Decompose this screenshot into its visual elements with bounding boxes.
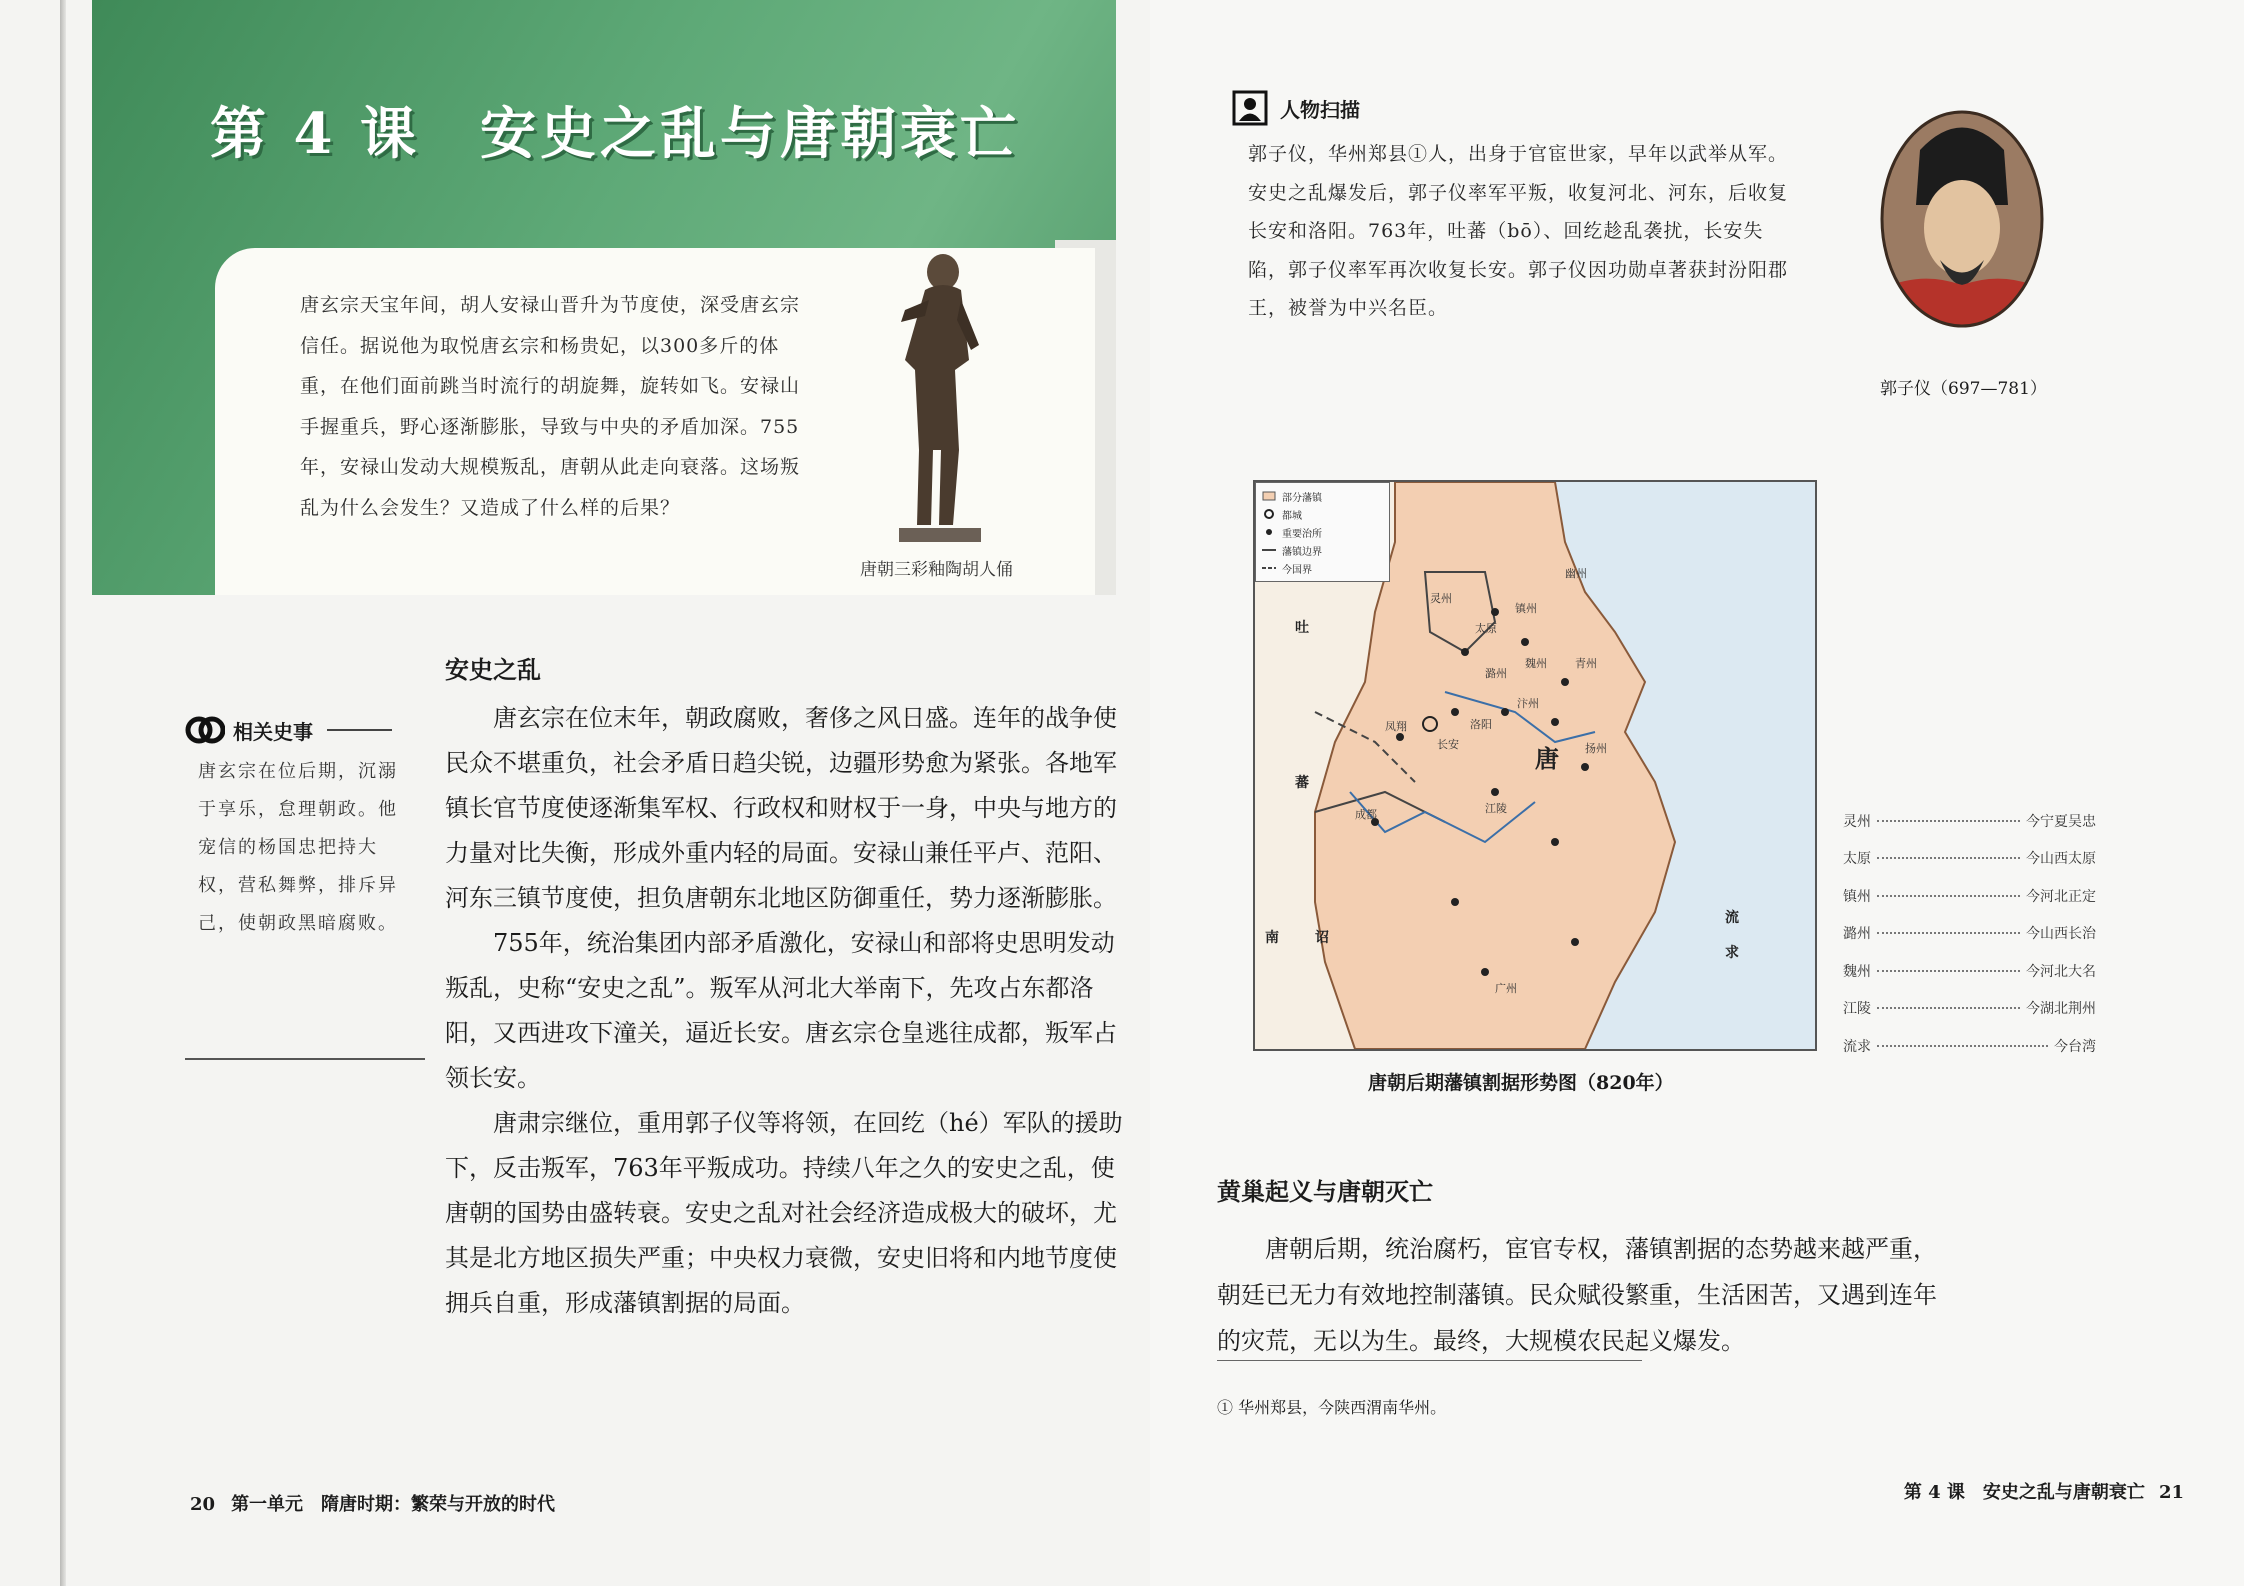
unit-title: 第一单元 隋唐时期：繁荣与开放的时代 xyxy=(231,1494,556,1515)
map-region-liu: 流 xyxy=(1725,910,1739,926)
legend-item: 都城 xyxy=(1262,505,1389,523)
place-row: 太原 今山西太原 xyxy=(1843,851,2096,868)
map-city-qingzhou: 青州 xyxy=(1575,657,1597,670)
section-heading-huang-chao: 黄巢起义与唐朝灭亡 xyxy=(1217,1177,1433,1206)
map-region-zhao: 诏 xyxy=(1315,930,1329,946)
lesson-number: 第 4 课 xyxy=(210,101,420,167)
legend-item: 藩镇边界 xyxy=(1282,546,1322,558)
footnote-rule xyxy=(1217,1360,1642,1361)
right-folio xyxy=(1904,1478,2184,1504)
map-caption: 唐朝后期藩镇割据形势图（820年） xyxy=(1368,1072,1674,1094)
page-binding xyxy=(60,0,66,1586)
page-number-right: 21 xyxy=(2158,1482,2184,1503)
section-an-shi-body xyxy=(445,696,1125,1326)
map-city-lingzhou: 灵州 xyxy=(1430,592,1452,605)
footnote: ① 华州郑县，今陕西渭南华州。 xyxy=(1217,1398,1447,1417)
place-row: 流求 今台湾 xyxy=(1843,1038,2096,1055)
figurine-caption: 唐朝三彩釉陶胡人俑 xyxy=(860,560,1013,580)
map-city-jiangling: 江陵 xyxy=(1485,802,1507,815)
map-city-yangzhou: 扬州 xyxy=(1585,742,1607,755)
paragraph: 唐朝后期，统治腐朽，宦官专权，藩镇割据的态势越来越严重，朝廷已无力有效地控制藩镇。民众赋役繁重，生活困苦，又遇到连年的灾荒，无以为生。最终，大规模农民起义爆发。 xyxy=(1217,1235,1937,1355)
place-row: 潞州 今山西长治 xyxy=(1843,926,2096,943)
legend-item: 重要治所 xyxy=(1262,523,1389,541)
map-region-bo: 蕃 xyxy=(1295,775,1309,791)
map-region-qiu: 求 xyxy=(1725,945,1739,961)
legend-item: 今国界 xyxy=(1282,564,1312,576)
place-row: 江陵 今湖北荆州 xyxy=(1843,1001,2096,1018)
section-huang-chao-body xyxy=(1217,1226,1957,1364)
person-scan-heading xyxy=(1232,90,1360,126)
left-folio xyxy=(190,1490,555,1516)
lesson-name: 安史之乱与唐朝衰亡 xyxy=(479,101,1020,167)
page-number-left: 20 xyxy=(190,1494,216,1515)
place-row: 镇州 今河北正定 xyxy=(1843,888,2096,905)
lesson-running-title: 第 4 课 安史之乱与唐朝衰亡 xyxy=(1903,1482,2145,1503)
map-city-luoyang: 洛阳 xyxy=(1470,718,1492,731)
person-scan-text: 郭子仪，华州郑县①人，出身于官宦世家，早年以武举从军。安史之乱爆发后，郭子仪率军平叛，收复河北、河东，后收复长安和洛阳。763年，吐蕃（bō）、回纥趁乱袭扰，长安失陷，郭子仪率军再次收复长安。郭子仪因功勋卓著获封汾阳郡王，被誉为中兴名臣。 xyxy=(1248,143,1789,319)
map-tang-fanzhen-820 xyxy=(1253,480,1817,1051)
map-legend xyxy=(1255,482,1390,582)
paragraph: 唐玄宗在位末年，朝政腐败，奢侈之风日盛。连年的战争使民众不堪重负，社会矛盾日趋尖锐，边疆形势愈为紧张。各地军镇长官节度使逐渐集军权、行政权和财权于一身，中央与地方的力量对比失衡，形成外重内轻的局面。安禄山兼任平卢、范阳、河东三镇节度使，担负唐朝东北地区防御重任，势力逐渐膨胀。 xyxy=(445,704,1117,912)
place-row: 灵州 今宁夏吴忠 xyxy=(1843,813,2096,830)
related-history-heading xyxy=(185,710,392,750)
legend-item: 部分藩镇 xyxy=(1262,487,1389,505)
map-region-nan: 南 xyxy=(1265,930,1279,946)
map-city-youzhou: 幽州 xyxy=(1565,567,1587,580)
map-city-changan: 长安 xyxy=(1437,738,1459,751)
related-history-title: 相关史事 xyxy=(233,719,313,744)
lesson-title xyxy=(210,90,1020,170)
map-city-weizhou: 魏州 xyxy=(1525,657,1547,670)
map-city-luzhou: 潞州 xyxy=(1485,667,1507,680)
person-scan-title: 人物扫描 xyxy=(1280,97,1360,122)
paragraph: 755年，统治集团内部矛盾激化，安禄山和部将史思明发动叛乱，史称“安史之乱”。叛军从河北大举南下，先攻占东都洛阳，又西进攻下潼关，逼近长安。唐玄宗仓皇逃往成都，叛军占领长安。 xyxy=(445,929,1117,1092)
map-city-zhenzhou: 镇州 xyxy=(1515,602,1537,615)
portrait-caption: 郭子仪（697—781） xyxy=(1880,379,2047,399)
map-region-tang: 唐 xyxy=(1535,745,1559,773)
guo-ziyi-portrait xyxy=(1880,110,2045,328)
place-name-table xyxy=(1843,802,2096,1065)
map-city-taiyuan: 太原 xyxy=(1475,622,1497,635)
heading-rule xyxy=(327,729,392,731)
tang-sancai-figurine-image xyxy=(895,250,985,545)
intro-text: 唐玄宗天宝年间，胡人安禄山晋升为节度使，深受唐玄宗信任。据说他为取悦唐玄宗和杨贵妃，以300多斤的体重，在他们面前跳当时流行的胡旋舞，旋转如飞。安禄山手握重兵，野心逐渐膨胀，导致与中央的矛盾加深。755年，安禄山发动大规模叛乱，唐朝从此走向衰落。这场叛乱为什么会发生？又造成了什么样的后果？ xyxy=(300,294,801,519)
map-city-guangzhou: 广州 xyxy=(1495,982,1517,995)
section-heading-an-shi: 安史之乱 xyxy=(445,655,541,684)
map-city-fengxiang: 凤翔 xyxy=(1385,720,1407,733)
related-history-text: 唐玄宗在位后期，沉溺于享乐，怠理朝政。他宠信的杨国忠把持大权，营私舞弊，排斥异己，使朝政黑暗腐败。 xyxy=(198,761,398,934)
sidebar-rule xyxy=(185,1058,425,1060)
map-city-bianzhou: 汴州 xyxy=(1517,697,1539,710)
map-city-chengdu: 成都 xyxy=(1355,808,1377,821)
related-history-icon xyxy=(185,710,225,750)
paragraph: 唐肃宗继位，重用郭子仪等将领，在回纥（hé）军队的援助下，反击叛军，763年平叛成功。持续八年之久的安史之乱，使唐朝的国势由盛转衰。安史之乱对社会经济造成极大的破坏，尤其是北方地区损失严重；中央权力衰微，安史旧将和内地节度使拥兵自重，形成藩镇割据的局面。 xyxy=(445,1109,1123,1317)
place-row: 魏州 今河北大名 xyxy=(1843,963,2096,980)
map-region-tu: 吐 xyxy=(1295,620,1309,636)
person-icon xyxy=(1232,90,1268,126)
